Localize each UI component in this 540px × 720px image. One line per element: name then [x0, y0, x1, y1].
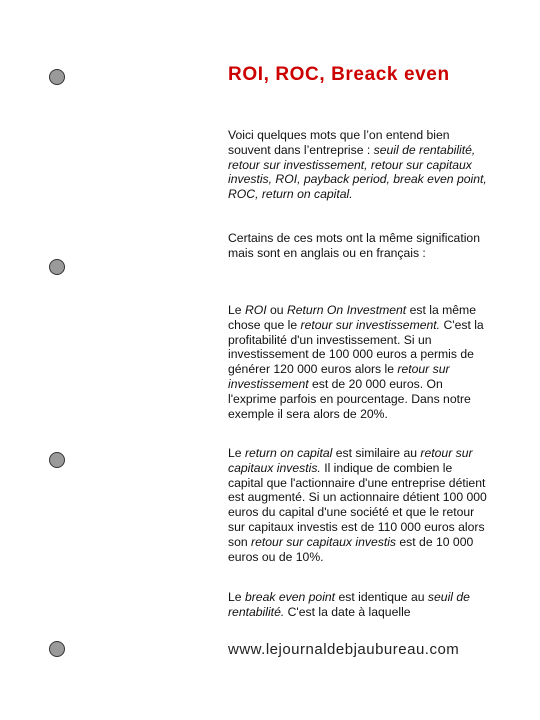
page-title: ROI, ROC, Breack even: [228, 64, 450, 85]
binder-hole-2: [49, 259, 65, 275]
binder-hole-1: [49, 69, 65, 85]
paragraph-synonyms: Certains de ces mots ont la même signification mais sont en anglais ou en français :: [228, 231, 480, 260]
binder-hole-3: [49, 452, 65, 468]
footer-website-link[interactable]: www.lejournaldebjaubureau.com: [228, 641, 460, 658]
paragraph-intro: Voici quelques mots que l’on entend bien souvent dans l’entreprise : seuil de rentabilité, retour sur investissement, retour sur capitaux investis, ROI, payback period, break even point, ROC, return on capital.: [228, 128, 487, 202]
binder-hole-4: [49, 641, 65, 657]
paragraph-roi: Le ROI ou Return On Investment est la même chose que le retour sur investissement. C'est la profitabilité d'un investissement. Si un investissement de 100 000 euros a permis de générer 120 000 euros alors le retour sur investissement est de 20 000 euros. On l'exprime parfois en pourcentage. Dans notre exemple il sera alors de 20%.: [228, 303, 484, 421]
paragraph-roc: Le return on capital est similaire au retour sur capitaux investis. Il indique de combien le capital que l'actionnaire d'une entreprise détient est augmenté. Si un actionnaire détient 100 000 euros du capital d'une société et que le retour sur capitaux investis est de 110 000 euros alors son retour sur capitaux investis est de 10 000 euros ou de 10%.: [228, 446, 487, 564]
paragraph-break-even: Le break even point est identique au seuil de rentabilité. C'est la date à laquelle: [228, 590, 470, 619]
